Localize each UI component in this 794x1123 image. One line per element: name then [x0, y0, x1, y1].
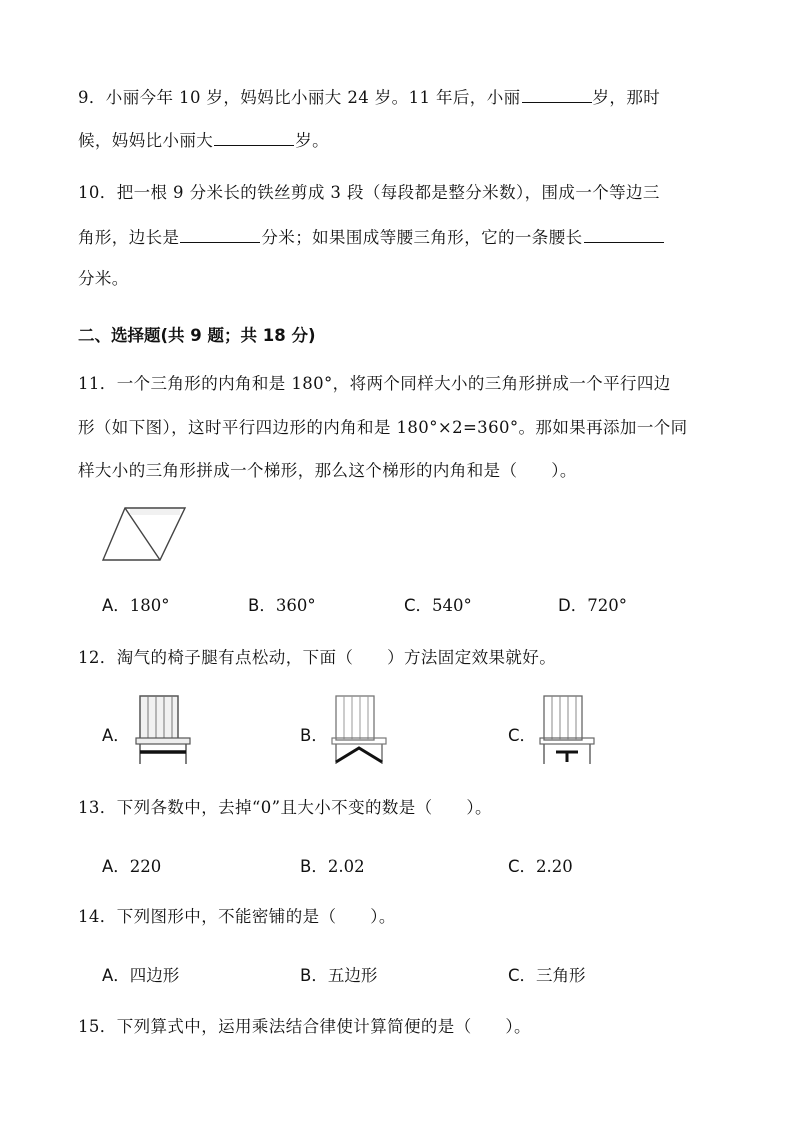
question-10-text: 分米；如果围成等腰三角形，它的一条腰长 — [261, 228, 583, 247]
option-letter: B． — [248, 596, 276, 615]
question-11-text: 形（如下图），这时平行四边形的内角和是 180°×2=360°。那如果再添加一个同 — [78, 418, 688, 437]
option-letter: C． — [508, 857, 537, 876]
answer-blank-10b[interactable] — [584, 226, 664, 243]
option-11-c[interactable] — [404, 592, 472, 616]
option-text: 三角形 — [536, 966, 586, 985]
option-text: 720° — [587, 596, 627, 615]
option-text: 五边形 — [327, 966, 378, 985]
option-14-c[interactable] — [508, 962, 586, 986]
chair-c-icon — [538, 694, 598, 766]
question-14-text: 14．下列图形中，不能密铺的是（ ）。 — [78, 907, 396, 926]
question-12-line-1 — [78, 648, 556, 668]
option-letter: A． — [102, 596, 130, 615]
question-10-line-1 — [78, 183, 660, 203]
option-11-b[interactable] — [248, 592, 316, 616]
option-12-c[interactable] — [508, 722, 536, 746]
option-11-d[interactable] — [558, 592, 627, 616]
option-13-b[interactable] — [300, 853, 365, 877]
option-letter: B． — [300, 857, 328, 876]
question-9-text: 9．小丽今年 10 岁，妈妈比小丽大 24 岁。11 年后，小丽 — [78, 88, 521, 107]
question-9-text: 岁，那时 — [592, 88, 661, 107]
question-10-text: 10．把一根 9 分米长的铁丝剪成 3 段（每段都是整分米数），围成一个等边三 — [78, 183, 660, 202]
question-11-text: 样大小的三角形拼成一个梯形，那么这个梯形的内角和是（ ）。 — [78, 461, 577, 480]
option-letter: D． — [558, 596, 588, 615]
option-text: 540° — [432, 596, 472, 615]
question-10-line-2 — [78, 226, 665, 248]
option-letter: A． — [102, 966, 130, 985]
question-12-text: 12．淘气的椅子腿有点松动，下面（ ）方法固定效果就好。 — [78, 648, 557, 667]
option-letter: B． — [300, 966, 328, 985]
question-14-line-1 — [78, 907, 396, 927]
option-14-a[interactable] — [102, 962, 179, 986]
question-15-line-1 — [78, 1017, 531, 1037]
option-letter: C． — [508, 726, 537, 745]
option-text: 2.20 — [536, 857, 573, 876]
question-11-line-3 — [78, 461, 577, 481]
question-9-line-1 — [78, 86, 660, 108]
chair-b-icon — [330, 694, 390, 766]
option-text: 四边形 — [129, 966, 180, 985]
option-text: 180° — [129, 596, 170, 615]
option-text: 220 — [129, 857, 162, 876]
option-letter: C． — [508, 966, 537, 985]
question-11-text: 11．一个三角形的内角和是 180°，将两个同样大小的三角形拼成一个平行四边 — [78, 374, 671, 393]
answer-blank-9b[interactable] — [214, 129, 294, 146]
question-10-text: 角形，边长是 — [78, 228, 180, 247]
parallelogram-figure — [100, 505, 190, 565]
option-11-a[interactable] — [102, 592, 170, 616]
answer-blank-10a[interactable] — [180, 226, 260, 243]
question-13-line-1 — [78, 798, 492, 818]
question-9-text: 候，妈妈比小丽大 — [78, 131, 214, 150]
question-10-text: 分米。 — [78, 269, 129, 288]
question-10-line-3 — [78, 269, 129, 289]
option-text: 2.02 — [327, 857, 365, 876]
question-13-text: 13．下列各数中，去掉“0”且大小不变的数是（ ）。 — [78, 798, 492, 817]
question-9-text: 岁。 — [295, 131, 330, 150]
question-15-text: 15．下列算式中，运用乘法结合律使计算简便的是（ ）。 — [78, 1017, 531, 1036]
option-letter: C． — [404, 596, 433, 615]
answer-blank-9a[interactable] — [522, 86, 592, 103]
option-letter: B． — [300, 726, 328, 745]
option-13-c[interactable] — [508, 853, 573, 877]
option-13-a[interactable] — [102, 853, 161, 877]
section-heading: 二、选择题(共 9 题；共 18 分) — [78, 326, 316, 345]
question-9-line-2 — [78, 129, 329, 151]
question-11-line-2 — [78, 418, 688, 438]
chair-a-icon — [134, 694, 194, 766]
question-11-line-1 — [78, 374, 671, 394]
option-12-b[interactable] — [300, 722, 328, 746]
option-text: 360° — [275, 596, 316, 615]
option-14-b[interactable] — [300, 962, 377, 986]
option-letter: A． — [102, 726, 130, 745]
option-12-a[interactable] — [102, 722, 130, 746]
option-letter: A． — [102, 857, 130, 876]
